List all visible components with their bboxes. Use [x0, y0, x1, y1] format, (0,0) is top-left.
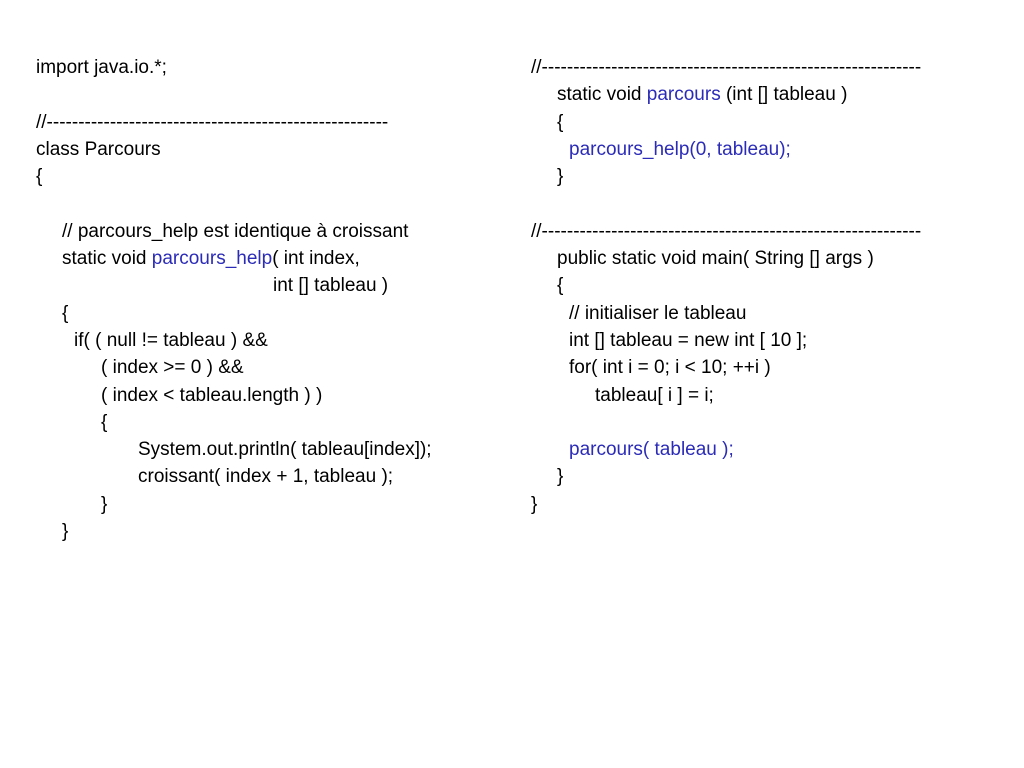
code-text: // initialiser le tableau — [569, 302, 747, 324]
code-text: (int [] tableau ) — [720, 84, 848, 106]
code-line — [531, 218, 1011, 245]
code-line — [36, 327, 506, 354]
code-text: { — [62, 302, 69, 324]
code-line — [531, 327, 1011, 354]
code-line — [36, 218, 506, 245]
code-text: //------------------------------------------------------------ — [531, 57, 922, 78]
code-text: { — [557, 111, 564, 133]
code-line — [531, 491, 1011, 518]
code-text: } — [101, 493, 108, 515]
code-text: ( index < tableau.length ) ) — [101, 384, 323, 406]
code-line — [36, 518, 506, 545]
code-text: { — [557, 275, 564, 297]
code-text: } — [62, 521, 69, 543]
code-line — [531, 409, 1011, 436]
code-line — [531, 463, 1011, 490]
code-column-left — [36, 54, 506, 545]
code-line — [531, 163, 1011, 190]
code-line — [36, 463, 506, 490]
code-text: tableau[ i ] = i; — [595, 384, 714, 406]
code-highlight: parcours — [646, 84, 721, 106]
code-text: for( int i = 0; i < 10; ++i ) — [569, 357, 771, 379]
code-line — [36, 382, 506, 409]
code-line — [36, 190, 506, 217]
code-line — [531, 382, 1011, 409]
code-line — [531, 245, 1011, 272]
code-highlight: parcours_help — [151, 248, 273, 270]
code-text: class Parcours — [36, 138, 161, 160]
code-line — [36, 54, 506, 81]
code-line — [36, 354, 506, 381]
code-line — [531, 190, 1011, 217]
code-text: if( ( null != tableau ) && — [74, 329, 268, 351]
code-line — [36, 272, 506, 299]
code-text: { — [101, 411, 108, 433]
code-line — [36, 491, 506, 518]
code-line — [36, 409, 506, 436]
code-line — [36, 109, 506, 136]
code-line — [36, 245, 506, 272]
code-line — [36, 163, 506, 190]
code-line — [36, 81, 506, 108]
code-text: // parcours_help est identique à croissant — [62, 220, 409, 242]
code-line — [531, 81, 1011, 108]
code-line — [36, 436, 506, 463]
code-line — [531, 354, 1011, 381]
code-line — [36, 136, 506, 163]
code-text: } — [531, 493, 538, 515]
code-line — [531, 272, 1011, 299]
code-text: int [] tableau ) — [273, 275, 389, 297]
code-line — [531, 300, 1011, 327]
code-text: System.out.println( tableau[index]); — [138, 439, 432, 461]
code-column-right — [531, 54, 1011, 518]
code-text: } — [557, 166, 564, 188]
code-text: static void — [557, 84, 647, 106]
code-line — [531, 136, 1011, 163]
code-text: import java.io.*; — [36, 57, 167, 78]
code-text: } — [557, 466, 564, 488]
code-text: { — [36, 166, 43, 188]
code-text: public static void main( String [] args ) — [557, 248, 874, 270]
code-highlight: parcours_help(0, tableau); — [569, 138, 791, 160]
code-text: static void — [62, 248, 152, 270]
code-text: int [] tableau = new int [ 10 ]; — [569, 329, 808, 351]
code-highlight: parcours( tableau ); — [569, 439, 734, 461]
code-line — [531, 436, 1011, 463]
code-text: croissant( index + 1, tableau ); — [138, 466, 394, 488]
code-line — [531, 54, 1011, 81]
code-text: //------------------------------------------------------ — [36, 111, 389, 133]
code-text: ( int index, — [272, 248, 360, 270]
code-line — [531, 109, 1011, 136]
code-line — [36, 300, 506, 327]
code-text: //------------------------------------------------------------ — [531, 220, 922, 242]
code-text: ( index >= 0 ) && — [101, 357, 244, 379]
